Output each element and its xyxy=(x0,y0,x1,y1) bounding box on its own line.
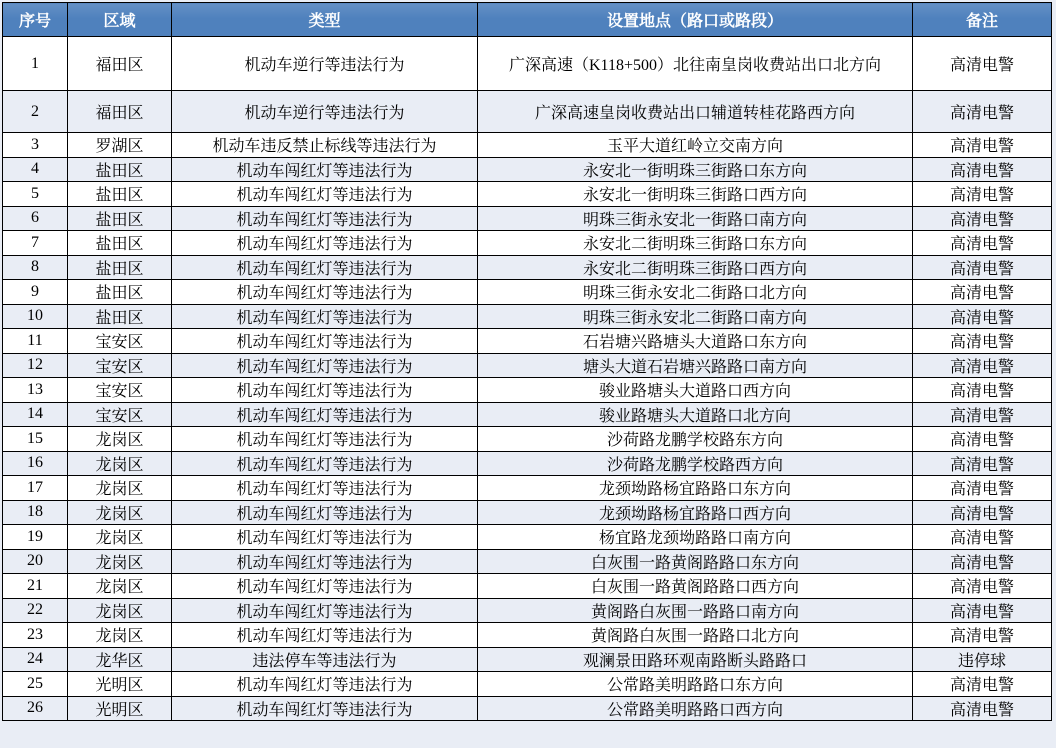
cell-remark: 高清电警 xyxy=(913,157,1052,182)
table-row xyxy=(3,549,1052,574)
cell-index: 26 xyxy=(3,696,68,721)
cell-remark: 高清电警 xyxy=(913,91,1052,133)
cell-index: 19 xyxy=(3,525,68,550)
cell-remark: 高清电警 xyxy=(913,696,1052,721)
cell-location: 广深高速（K118+500）北往南皇岗收费站出口北方向 xyxy=(478,37,913,91)
table-row xyxy=(3,672,1052,697)
cell-district: 龙岗区 xyxy=(68,574,172,599)
cell-location: 黄阁路白灰围一路路口北方向 xyxy=(478,623,913,648)
cell-remark: 高清电警 xyxy=(913,672,1052,697)
table-row xyxy=(3,500,1052,525)
cell-index: 13 xyxy=(3,378,68,403)
cell-district: 龙岗区 xyxy=(68,549,172,574)
cell-district: 宝安区 xyxy=(68,353,172,378)
table-row xyxy=(3,255,1052,280)
cell-index: 9 xyxy=(3,280,68,305)
table-row xyxy=(3,427,1052,452)
cell-location: 公常路美明路路口西方向 xyxy=(478,696,913,721)
cell-index: 10 xyxy=(3,304,68,329)
cell-type: 机动车闯红灯等违法行为 xyxy=(172,231,478,256)
cell-location: 石岩塘兴路塘头大道路口东方向 xyxy=(478,329,913,354)
cell-district: 光明区 xyxy=(68,672,172,697)
cell-index: 1 xyxy=(3,37,68,91)
cell-remark: 高清电警 xyxy=(913,231,1052,256)
cell-district: 福田区 xyxy=(68,37,172,91)
cell-index: 12 xyxy=(3,353,68,378)
cell-index: 23 xyxy=(3,623,68,648)
cell-type: 机动车逆行等违法行为 xyxy=(172,91,478,133)
column-header-location: 设置地点（路口或路段） xyxy=(478,3,913,37)
table-row xyxy=(3,378,1052,403)
cell-index: 2 xyxy=(3,91,68,133)
cell-index: 25 xyxy=(3,672,68,697)
cell-location: 骏业路塘头大道路口北方向 xyxy=(478,402,913,427)
cell-index: 15 xyxy=(3,427,68,452)
cell-index: 5 xyxy=(3,182,68,207)
cell-remark: 高清电警 xyxy=(913,133,1052,158)
cell-remark: 高清电警 xyxy=(913,206,1052,231)
cell-location: 明珠三街永安北二街路口北方向 xyxy=(478,280,913,305)
cell-location: 广深高速皇岗收费站出口辅道转桂花路西方向 xyxy=(478,91,913,133)
cell-location: 龙颈坳路杨宜路路口西方向 xyxy=(478,500,913,525)
cell-index: 7 xyxy=(3,231,68,256)
table-row xyxy=(3,133,1052,158)
table-row xyxy=(3,37,1052,91)
table-row xyxy=(3,182,1052,207)
cell-location: 永安北二街明珠三街路口东方向 xyxy=(478,231,913,256)
cell-district: 罗湖区 xyxy=(68,133,172,158)
cell-district: 龙岗区 xyxy=(68,476,172,501)
table-row xyxy=(3,402,1052,427)
cell-district: 光明区 xyxy=(68,696,172,721)
cell-type: 违法停车等违法行为 xyxy=(172,647,478,672)
table-row xyxy=(3,451,1052,476)
table-row xyxy=(3,476,1052,501)
table-row xyxy=(3,696,1052,721)
cell-district: 龙岗区 xyxy=(68,623,172,648)
cell-district: 盐田区 xyxy=(68,255,172,280)
cell-type: 机动车闯红灯等违法行为 xyxy=(172,451,478,476)
cell-district: 盐田区 xyxy=(68,231,172,256)
cell-index: 21 xyxy=(3,574,68,599)
cell-type: 机动车闯红灯等违法行为 xyxy=(172,476,478,501)
cell-location: 白灰围一路黄阁路路口西方向 xyxy=(478,574,913,599)
table-row xyxy=(3,574,1052,599)
header-row xyxy=(3,3,1052,37)
cell-location: 玉平大道红岭立交南方向 xyxy=(478,133,913,158)
cell-location: 公常路美明路路口东方向 xyxy=(478,672,913,697)
cell-location: 永安北二街明珠三街路口西方向 xyxy=(478,255,913,280)
cell-remark: 高清电警 xyxy=(913,329,1052,354)
cell-remark: 高清电警 xyxy=(913,525,1052,550)
cell-district: 龙岗区 xyxy=(68,451,172,476)
cell-index: 3 xyxy=(3,133,68,158)
cell-remark: 高清电警 xyxy=(913,378,1052,403)
cell-index: 11 xyxy=(3,329,68,354)
table-row xyxy=(3,623,1052,648)
cell-index: 6 xyxy=(3,206,68,231)
cell-location: 塘头大道石岩塘兴路路口南方向 xyxy=(478,353,913,378)
cell-type: 机动车闯红灯等违法行为 xyxy=(172,672,478,697)
cell-location: 杨宜路龙颈坳路路口南方向 xyxy=(478,525,913,550)
cell-remark: 高清电警 xyxy=(913,37,1052,91)
cell-remark: 高清电警 xyxy=(913,598,1052,623)
cell-type: 机动车闯红灯等违法行为 xyxy=(172,304,478,329)
cell-remark: 高清电警 xyxy=(913,182,1052,207)
cell-index: 22 xyxy=(3,598,68,623)
cell-type: 机动车闯红灯等违法行为 xyxy=(172,378,478,403)
cell-district: 宝安区 xyxy=(68,402,172,427)
cell-location: 白灰围一路黄阁路路口东方向 xyxy=(478,549,913,574)
cell-remark: 高清电警 xyxy=(913,500,1052,525)
cell-remark: 高清电警 xyxy=(913,304,1052,329)
cell-district: 龙岗区 xyxy=(68,427,172,452)
cell-location: 观澜景田路环观南路断头路路口 xyxy=(478,647,913,672)
table-row xyxy=(3,329,1052,354)
table-row xyxy=(3,304,1052,329)
cell-location: 龙颈坳路杨宜路路口东方向 xyxy=(478,476,913,501)
cell-district: 盐田区 xyxy=(68,206,172,231)
cell-district: 宝安区 xyxy=(68,378,172,403)
cell-district: 龙岗区 xyxy=(68,598,172,623)
cell-remark: 高清电警 xyxy=(913,549,1052,574)
cell-location: 沙荷路龙鹏学校路东方向 xyxy=(478,427,913,452)
cell-location: 明珠三街永安北一街路口南方向 xyxy=(478,206,913,231)
camera-locations-table xyxy=(2,2,1052,721)
cell-location: 黄阁路白灰围一路路口南方向 xyxy=(478,598,913,623)
table-row xyxy=(3,647,1052,672)
cell-type: 机动车闯红灯等违法行为 xyxy=(172,696,478,721)
cell-type: 机动车闯红灯等违法行为 xyxy=(172,623,478,648)
cell-district: 盐田区 xyxy=(68,182,172,207)
cell-type: 机动车闯红灯等违法行为 xyxy=(172,353,478,378)
table-row xyxy=(3,157,1052,182)
cell-location: 永安北一街明珠三街路口东方向 xyxy=(478,157,913,182)
table-row xyxy=(3,91,1052,133)
cell-remark: 高清电警 xyxy=(913,280,1052,305)
cell-index: 24 xyxy=(3,647,68,672)
cell-district: 龙华区 xyxy=(68,647,172,672)
table-row xyxy=(3,525,1052,550)
cell-index: 17 xyxy=(3,476,68,501)
cell-type: 机动车闯红灯等违法行为 xyxy=(172,549,478,574)
cell-type: 机动车闯红灯等违法行为 xyxy=(172,525,478,550)
cell-index: 16 xyxy=(3,451,68,476)
cell-district: 盐田区 xyxy=(68,157,172,182)
cell-type: 机动车逆行等违法行为 xyxy=(172,37,478,91)
cell-type: 机动车闯红灯等违法行为 xyxy=(172,329,478,354)
cell-type: 机动车闯红灯等违法行为 xyxy=(172,598,478,623)
cell-remark: 高清电警 xyxy=(913,574,1052,599)
cell-index: 4 xyxy=(3,157,68,182)
cell-index: 14 xyxy=(3,402,68,427)
cell-remark: 高清电警 xyxy=(913,623,1052,648)
cell-type: 机动车闯红灯等违法行为 xyxy=(172,255,478,280)
table-row xyxy=(3,231,1052,256)
cell-type: 机动车闯红灯等违法行为 xyxy=(172,402,478,427)
cell-location: 沙荷路龙鹏学校路西方向 xyxy=(478,451,913,476)
column-header-remark: 备注 xyxy=(913,3,1052,37)
cell-remark: 高清电警 xyxy=(913,255,1052,280)
cell-district: 龙岗区 xyxy=(68,525,172,550)
column-header-type: 类型 xyxy=(172,3,478,37)
table-row xyxy=(3,206,1052,231)
cell-type: 机动车违反禁止标线等违法行为 xyxy=(172,133,478,158)
cell-remark: 高清电警 xyxy=(913,476,1052,501)
table-row xyxy=(3,598,1052,623)
cell-district: 盐田区 xyxy=(68,280,172,305)
cell-remark: 高清电警 xyxy=(913,427,1052,452)
cell-type: 机动车闯红灯等违法行为 xyxy=(172,574,478,599)
cell-location: 永安北一街明珠三街路口西方向 xyxy=(478,182,913,207)
cell-index: 20 xyxy=(3,549,68,574)
cell-type: 机动车闯红灯等违法行为 xyxy=(172,157,478,182)
cell-remark: 违停球 xyxy=(913,647,1052,672)
cell-remark: 高清电警 xyxy=(913,353,1052,378)
cell-district: 盐田区 xyxy=(68,304,172,329)
cell-type: 机动车闯红灯等违法行为 xyxy=(172,206,478,231)
column-header-district: 区域 xyxy=(68,3,172,37)
cell-type: 机动车闯红灯等违法行为 xyxy=(172,500,478,525)
cell-location: 骏业路塘头大道路口西方向 xyxy=(478,378,913,403)
cell-district: 福田区 xyxy=(68,91,172,133)
cell-index: 8 xyxy=(3,255,68,280)
cell-district: 宝安区 xyxy=(68,329,172,354)
cell-type: 机动车闯红灯等违法行为 xyxy=(172,182,478,207)
table-row xyxy=(3,280,1052,305)
cell-type: 机动车闯红灯等违法行为 xyxy=(172,427,478,452)
cell-index: 18 xyxy=(3,500,68,525)
table-row xyxy=(3,353,1052,378)
column-header-index: 序号 xyxy=(3,3,68,37)
cell-type: 机动车闯红灯等违法行为 xyxy=(172,280,478,305)
cell-location: 明珠三街永安北二街路口南方向 xyxy=(478,304,913,329)
cell-district: 龙岗区 xyxy=(68,500,172,525)
cell-remark: 高清电警 xyxy=(913,451,1052,476)
table-body xyxy=(3,37,1052,721)
cell-remark: 高清电警 xyxy=(913,402,1052,427)
